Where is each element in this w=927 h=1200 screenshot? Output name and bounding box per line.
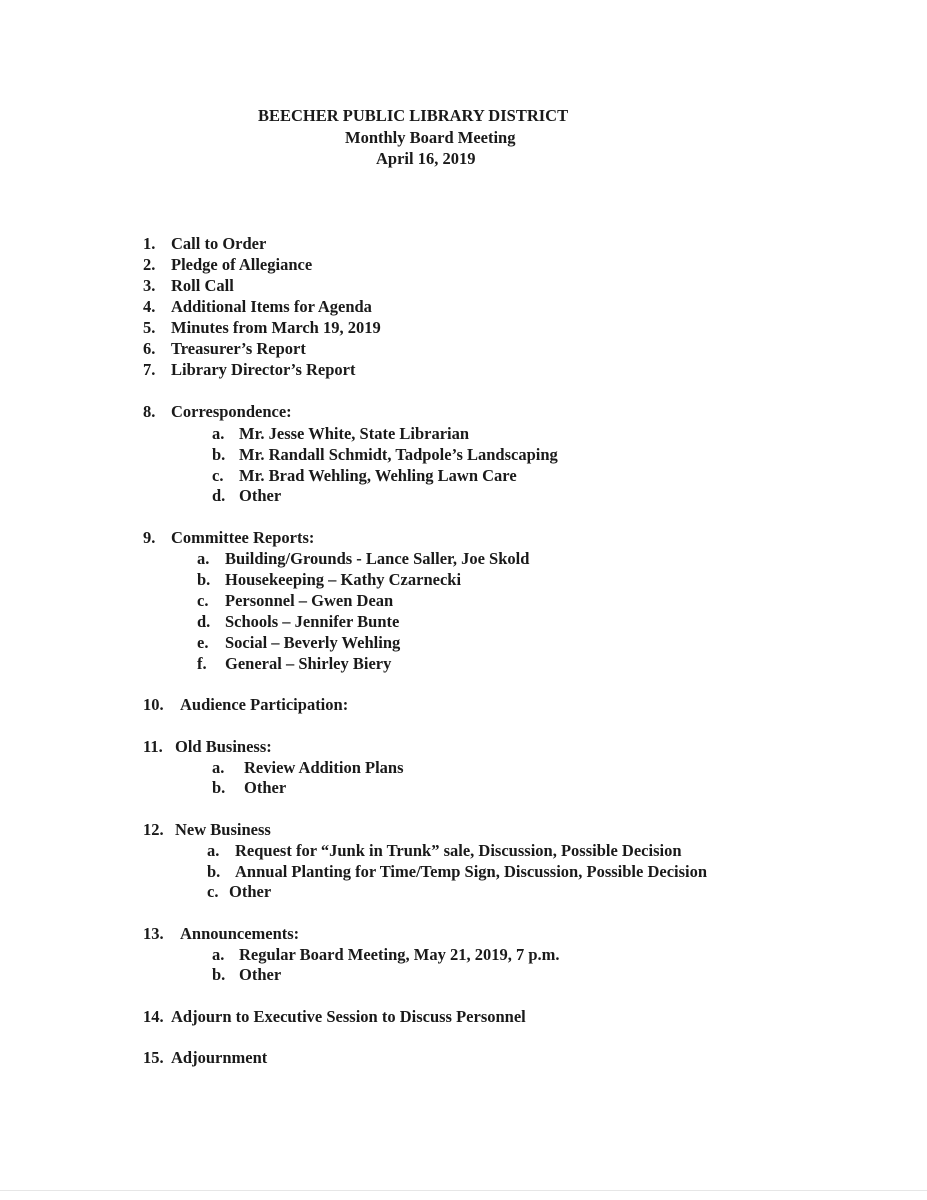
item-text: New Business: [175, 820, 271, 839]
sub-item-text: Other: [229, 882, 272, 901]
item-number: 5.: [143, 318, 156, 337]
sub-item: [212, 486, 282, 506]
sub-item-letter: d.: [197, 612, 211, 631]
item-number: 9.: [143, 528, 156, 547]
sub-item-letter: b.: [212, 445, 226, 464]
item-number: 3.: [143, 276, 156, 295]
item-text: Roll Call: [171, 276, 234, 295]
item-text: Committee Reports:: [171, 528, 315, 547]
meeting-title: Monthly Board Meeting: [345, 128, 516, 147]
item-text: Adjourn to Executive Session to Discuss Personnel: [171, 1007, 526, 1026]
sub-item-letter: c.: [197, 591, 209, 610]
agenda-item: [143, 318, 381, 338]
agenda-item: [143, 695, 349, 715]
item-text: Additional Items for Agenda: [171, 297, 372, 316]
sub-item-text: Building/Grounds - Lance Saller, Joe Skold: [225, 549, 530, 568]
sub-item-text: Personnel – Gwen Dean: [225, 591, 394, 610]
sub-item: [212, 466, 517, 486]
item-text: Audience Participation:: [180, 695, 349, 714]
agenda-item: [143, 1048, 268, 1068]
sub-item-letter: e.: [197, 633, 209, 652]
sub-item-text: Schools – Jennifer Bunte: [225, 612, 400, 631]
item-number: 11.: [143, 737, 163, 756]
sub-item: [207, 882, 272, 902]
page-bottom-edge: [0, 1190, 927, 1191]
item-text: Correspondence:: [171, 402, 292, 421]
sub-item-text: Request for “Junk in Trunk” sale, Discussion, Possible Decision: [235, 841, 682, 860]
item-text: Minutes from March 19, 2019: [171, 318, 381, 337]
agenda-item: [143, 234, 267, 254]
sub-item-text: Mr. Jesse White, State Librarian: [239, 424, 470, 443]
sub-item: [197, 633, 401, 653]
sub-item: [212, 758, 404, 778]
sub-item-letter: d.: [212, 486, 226, 505]
sub-item-letter: a.: [212, 758, 225, 777]
sub-item-text: Mr. Randall Schmidt, Tadpole’s Landscaping: [239, 445, 558, 464]
item-text: Pledge of Allegiance: [171, 255, 313, 274]
sub-item: [207, 862, 708, 882]
item-text: Adjournment: [171, 1048, 268, 1067]
sub-item-text: Mr. Brad Wehling, Wehling Lawn Care: [239, 466, 517, 485]
agenda-item: [143, 820, 271, 840]
item-text: Treasurer’s Report: [171, 339, 306, 358]
sub-item-text: Social – Beverly Wehling: [225, 633, 401, 652]
agenda-item: [143, 737, 272, 757]
agenda-item: [143, 528, 315, 548]
sub-item-text: Annual Planting for Time/Temp Sign, Discussion, Possible Decision: [235, 862, 708, 881]
meeting-date: April 16, 2019: [376, 149, 476, 168]
sub-item-text: Review Addition Plans: [244, 758, 404, 777]
sub-item: [212, 965, 282, 985]
sub-item: [197, 549, 530, 569]
item-number: 8.: [143, 402, 156, 421]
agenda-item: [143, 402, 292, 422]
item-number: 4.: [143, 297, 156, 316]
agenda-item: [143, 276, 234, 296]
item-text: Library Director’s Report: [171, 360, 356, 379]
sub-item: [207, 841, 682, 861]
sub-item-letter: c.: [212, 466, 224, 485]
item-number: 12.: [143, 820, 164, 839]
sub-item-letter: b.: [212, 965, 226, 984]
sub-item: [197, 570, 462, 590]
item-number: 1.: [143, 234, 156, 253]
agenda-item: [143, 339, 306, 359]
sub-item-letter: b.: [212, 778, 226, 797]
sub-item-text: General – Shirley Biery: [225, 654, 392, 673]
item-number: 2.: [143, 255, 156, 274]
sub-item-letter: a.: [197, 549, 210, 568]
item-text: Announcements:: [180, 924, 300, 943]
sub-item-text: Other: [239, 965, 282, 984]
sub-item-letter: a.: [212, 424, 225, 443]
item-number: 14.: [143, 1007, 164, 1026]
sub-item: [197, 591, 394, 611]
org-name: BEECHER PUBLIC LIBRARY DISTRICT: [258, 106, 569, 125]
sub-item: [212, 445, 558, 465]
agenda-item: [143, 360, 356, 380]
sub-item-letter: b.: [207, 862, 221, 881]
sub-item: [212, 945, 560, 965]
agenda-item: [143, 924, 300, 944]
sub-item-letter: c.: [207, 882, 219, 901]
item-text: Old Business:: [175, 737, 272, 756]
item-number: 15.: [143, 1048, 164, 1067]
sub-item: [197, 654, 392, 674]
sub-item-text: Other: [239, 486, 282, 505]
sub-item-letter: b.: [197, 570, 211, 589]
agenda-item: [143, 1007, 526, 1027]
item-number: 10.: [143, 695, 164, 714]
sub-item: [197, 612, 400, 632]
item-number: 6.: [143, 339, 156, 358]
sub-item: [212, 778, 287, 798]
agenda-item: [143, 297, 372, 317]
sub-item-text: Regular Board Meeting, May 21, 2019, 7 p.m.: [239, 945, 560, 964]
sub-item-letter: a.: [207, 841, 220, 860]
sub-item: [212, 424, 470, 444]
sub-item-text: Housekeeping – Kathy Czarnecki: [225, 570, 462, 589]
item-number: 7.: [143, 360, 156, 379]
item-number: 13.: [143, 924, 164, 943]
sub-item-letter: f.: [197, 654, 207, 673]
sub-item-letter: a.: [212, 945, 225, 964]
sub-item-text: Other: [244, 778, 287, 797]
item-text: Call to Order: [171, 234, 267, 253]
agenda-item: [143, 255, 313, 275]
